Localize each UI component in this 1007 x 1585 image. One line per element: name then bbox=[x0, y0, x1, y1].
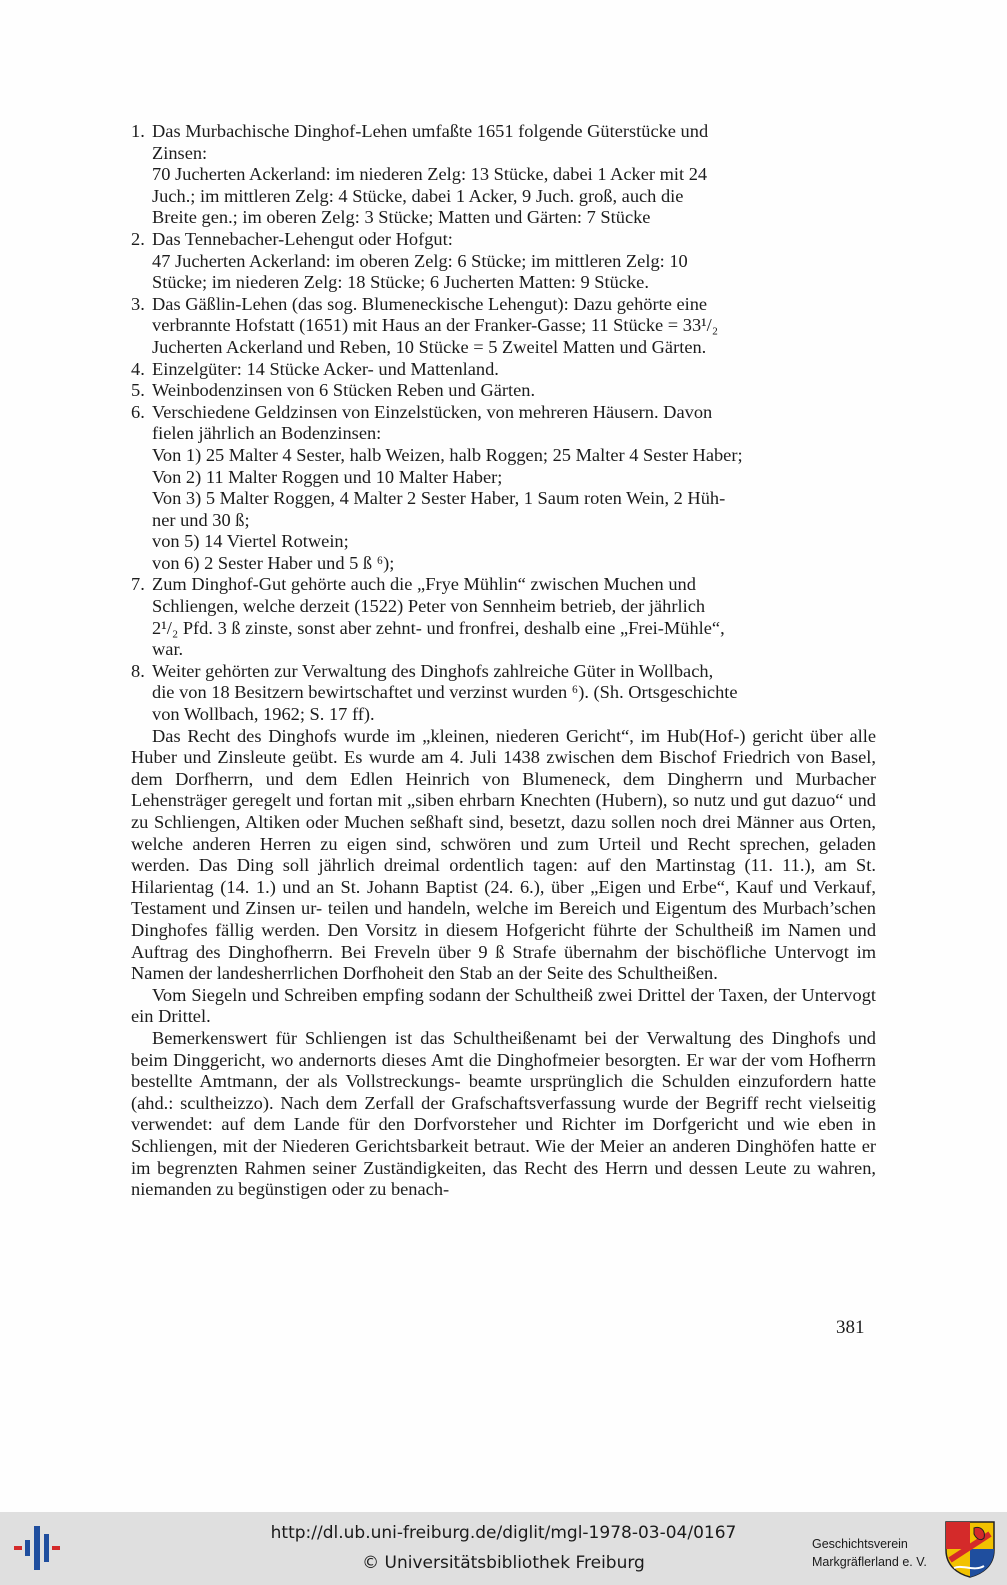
list-item-7 bbox=[131, 574, 876, 660]
coat-of-arms-icon bbox=[944, 1520, 996, 1578]
text-line: war. bbox=[152, 639, 184, 660]
text-line: Das Gäßlin-Lehen (das sog. Blumeneckische Lehengut): Dazu gehörte eine bbox=[152, 293, 708, 314]
text-line: Herrn und dessen Leute zu wahren, niemanden zu begünstigen oder zu benach- bbox=[131, 1157, 876, 1200]
text-line: beamte ursprünglich die Schulden einzufordern hatte (ahd.: scultheizzo). Nach dem bbox=[131, 1071, 876, 1113]
text-line: Breite gen.; im oberen Zelg: 3 Stücke; Matten und Gärten: 7 Stücke bbox=[152, 207, 651, 228]
text-line: verbrannte Hofstatt (1651) mit Haus an der Franker-Gasse; 11 Stücke = 33¹/₂ bbox=[152, 315, 719, 336]
text-line: Das Murbachische Dinghof-Lehen umfaßte 1651 folgende Güterstücke und bbox=[152, 121, 709, 141]
text-line: bischöfliche Untervogt im Namen der landesherrlichen Dorfhoheit den Stab an bbox=[131, 941, 876, 984]
text-line: Dinghöfen hatte er im begrenzten Rahmen seiner Zuständigkeiten, das Recht des bbox=[131, 1135, 876, 1178]
enumerated-list bbox=[131, 121, 876, 726]
text-line: Juch.; im mittleren Zelg: 4 Stücke, dabei 1 Acker, 9 Juch. groß, auch die bbox=[152, 185, 684, 206]
list-number: 6. bbox=[131, 401, 145, 422]
page-number: 381 bbox=[836, 1317, 865, 1338]
text-line: die von 18 Besitzern bewirtschaftet und verzinst wurden ⁶). (Sh. Ortsgeschichte bbox=[152, 682, 738, 703]
page-text bbox=[131, 121, 876, 1201]
association-line: Markgräflerland e. V. bbox=[812, 1555, 927, 1569]
text-line: Taxen, der Untervogt ein Drittel. bbox=[131, 984, 876, 1027]
association-name bbox=[812, 1535, 927, 1571]
text-line: ner und 30 ß; bbox=[152, 509, 250, 530]
list-number: 7. bbox=[131, 574, 145, 595]
text-line: dem Bischof Friedrich von Basel, dem Dorfherrn, und dem Edlen Heinrich von bbox=[131, 747, 876, 789]
list-number: 1. bbox=[131, 121, 145, 141]
text-line: in Schliengen, mit der Niederen Gerichtsbarkeit betraut. Wie der Meier an anderen bbox=[131, 1114, 876, 1156]
list-number: 2. bbox=[131, 228, 145, 249]
text-line: teilen und handeln, welche im Bereich und Eigentum des Murbach’schen Dinghofes bbox=[131, 898, 876, 940]
text-line: der Seite des Schultheißen. bbox=[518, 963, 718, 984]
text-line: Einzelgüter: 14 Stücke Acker- und Mattenland. bbox=[152, 358, 499, 379]
text-line: Blumeneck, dem Dingherrn und Murbacher Lehensträger geregelt und fortan mit bbox=[131, 768, 876, 811]
text-line: 2¹/₂ Pfd. 3 ß zinste, sonst aber zehnt- und fronfrei, deshalb eine „Frei-Mühle“, bbox=[152, 617, 725, 638]
text-line: Altiken oder Muchen seßhaft sind, besetzt, dazu sollen noch drei Männer aus bbox=[244, 812, 824, 832]
text-line: fällig werden. Den Vorsitz in diesem Hofgericht führte der Schultheiß im Namen bbox=[215, 919, 841, 940]
text-line: Weinbodenzinsen von 6 Stücken Reben und Gärten. bbox=[152, 380, 536, 401]
footer-bar bbox=[0, 1512, 1007, 1585]
text-line: auf dem Lande für den Dorfvorsteher und Richter im Dorfgericht und wie eben bbox=[221, 1114, 854, 1135]
text-line: fielen jährlich an Bodenzinsen: bbox=[152, 423, 382, 444]
text-line: Von 1) 25 Malter 4 Sester, halb Weizen, halb Roggen; 25 Malter 4 Sester Haber; bbox=[152, 444, 743, 465]
list-number: 3. bbox=[131, 293, 145, 314]
text-line: (24. 6.), über „Eigen und Erbe“, Kauf und Verkauf, Testament und Zinsen ur- bbox=[131, 876, 876, 919]
paragraph bbox=[131, 726, 876, 985]
paragraph bbox=[131, 1028, 876, 1201]
text-line: 47 Jucherten Ackerland: im oberen Zelg: 6 Stücke; im mittleren Zelg: 10 bbox=[152, 250, 688, 271]
text-line: von 6) 2 Sester Haber und 5 ß ⁶); bbox=[152, 552, 395, 573]
list-number: 5. bbox=[131, 380, 145, 401]
text-line: Bemerkenswert für Schliengen ist das Schultheißenamt bei der Verwaltung bbox=[152, 1027, 732, 1048]
text-line: Zerfall der Grafschaftsverfassung wurde der Begriff recht vielseitig verwendet: bbox=[131, 1092, 876, 1135]
list-item-3 bbox=[131, 294, 876, 359]
list-number: 8. bbox=[131, 660, 145, 681]
text-line: Vom Siegeln und Schreiben empfing sodann der Schultheiß zwei Drittel der bbox=[152, 984, 715, 1005]
text-line: besorgten. Er war der vom Hofherrn bestellte Amtmann, der als Vollstreckungs- bbox=[131, 1049, 876, 1092]
text-line: Jucherten Ackerland und Reben, 10 Stücke = 5 Zweitel Matten und Gärten. bbox=[152, 336, 707, 357]
list-number: 4. bbox=[131, 358, 145, 379]
text-line: den Martinstag (11. 11.), am St. Hilarientag (14. 1.) und an St. Johann Baptist bbox=[131, 855, 876, 897]
text-line: sprechen, geladen werden. Das Ding soll jährlich dreimal ordentlich tagen: auf bbox=[131, 833, 877, 876]
text-line: Weiter gehörten zur Verwaltung des Dinghofs zahlreiche Güter in Wollbach, bbox=[152, 660, 714, 681]
paragraph bbox=[131, 985, 876, 1028]
copyright-notice: © Universitätsbibliothek Freiburg bbox=[362, 1553, 645, 1573]
text-line: des Dinghofs und beim Dinggericht, wo andernorts dieses Amt die Dinghofmeier bbox=[131, 1027, 876, 1070]
association-line: Geschichtsverein bbox=[812, 1537, 908, 1551]
text-line: „siben ehrbarn Knechten (Hubern), so nutz und gut dazuo“ und zu Schliengen, bbox=[131, 790, 877, 832]
text-line: Das Recht des Dinghofs wurde im „kleinen, niederen Gericht“, im Hub(Hof-) bbox=[152, 725, 746, 746]
list-item-4 bbox=[131, 359, 876, 381]
text-line: Das Tennebacher-Lehengut oder Hofgut: bbox=[152, 228, 453, 249]
list-item-2 bbox=[131, 229, 876, 294]
text-line: Verschiedene Geldzinsen von Einzelstücken, von mehreren Häusern. Davon bbox=[152, 401, 713, 422]
list-item-6 bbox=[131, 402, 876, 575]
list-item-5 bbox=[131, 380, 876, 402]
text-line: 70 Jucherten Ackerland: im niederen Zelg: 13 Stücke, dabei 1 Acker mit 24 bbox=[152, 164, 708, 185]
text-line: Zinsen: bbox=[152, 142, 208, 163]
citation-url-link[interactable]: http://dl.ub.uni-freiburg.de/diglit/mgl-1978-03-04/0167 bbox=[270, 1523, 737, 1543]
text-line: und Auftrag des Dinghofherrn. Bei Freveln über 9 ß Strafe übernahm der bbox=[131, 919, 877, 962]
list-item-8 bbox=[131, 661, 876, 726]
text-line: Von 3) 5 Malter Roggen, 4 Malter 2 Sester Haber, 1 Saum roten Wein, 2 Hüh- bbox=[152, 488, 726, 509]
text-line: Von 2) 11 Malter Roggen und 10 Malter Haber; bbox=[152, 466, 503, 487]
text-line: Orten, welche anderen Herren zu eigen sind, schwören und zum Urteil und Recht bbox=[131, 812, 877, 854]
list-item-1 bbox=[131, 121, 876, 229]
text-line: Schliengen, welche derzeit (1522) Peter von Sennheim betrieb, der jährlich bbox=[152, 596, 706, 617]
text-line: von 5) 14 Viertel Rotwein; bbox=[152, 531, 349, 552]
text-line: von Wollbach, 1962; S. 17 ff). bbox=[152, 704, 375, 725]
text-line: Stücke; im niederen Zelg: 18 Stücke; 6 Jucherten Matten: 9 Stücke. bbox=[152, 272, 649, 293]
text-line: Zum Dinghof-Gut gehörte auch die „Frye Mühlin“ zwischen Muchen und bbox=[152, 574, 696, 595]
text-line: gericht über alle Huber und Zinsleute geübt. Es wurde am 4. Juli 1438 zwischen bbox=[131, 725, 876, 768]
